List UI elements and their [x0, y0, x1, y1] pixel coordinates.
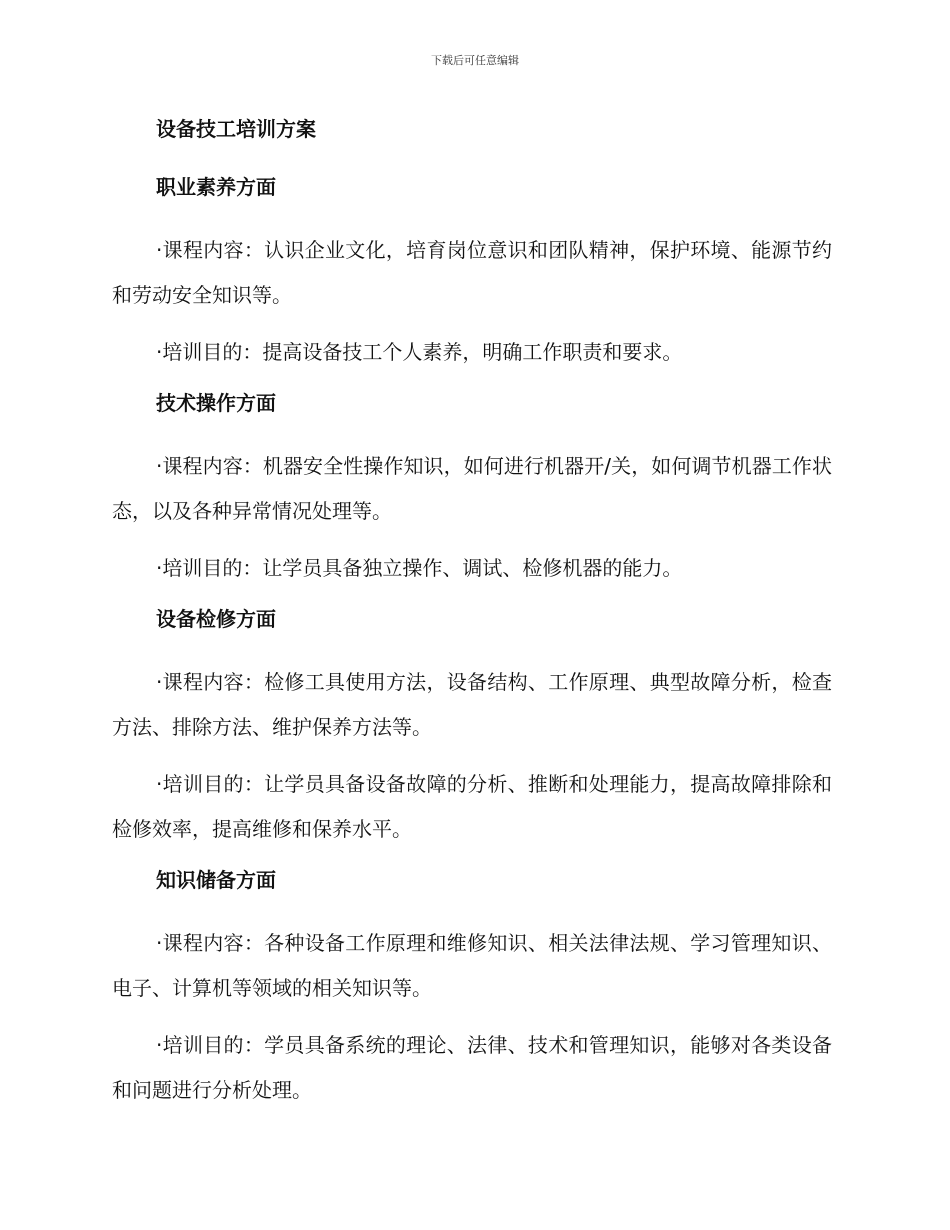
training-goal-paragraph: ·培训目的：让学员具备设备故障的分析、推断和处理能力，提高故障排除和检修效率，提高维修和保养水平。	[112, 772, 832, 841]
document-body	[112, 113, 832, 1125]
training-goal-paragraph: ·培训目的：提高设备技工个人素养，明确工作职责和要求。	[156, 340, 683, 364]
section-equipment-maintenance	[112, 603, 832, 852]
course-content-paragraph: ·课程内容：认识企业文化，培育岗位意识和团队精神，保护环境、能源节约和劳动安全知识等。	[112, 238, 832, 307]
section-heading: 设备检修方面	[156, 607, 276, 631]
course-content-paragraph: ·课程内容：检修工具使用方法，设备结构、工作原理、典型故障分析，检查方法、排除方法、维护保养方法等。	[112, 670, 832, 739]
training-goal-paragraph: ·培训目的：学员具备系统的理论、法律、技术和管理知识，能够对各类设备和问题进行分析处理。	[112, 1033, 832, 1102]
section-heading: 技术操作方面	[156, 391, 276, 415]
document-title: 设备技工培训方案	[156, 117, 316, 141]
course-content-paragraph: ·课程内容：机器安全性操作知识，如何进行机器开/关，如何调节机器工作状态，以及各种异常情况处理等。	[112, 454, 832, 523]
section-technical-operation	[112, 387, 832, 591]
section-heading: 职业素养方面	[156, 175, 276, 199]
section-professional-quality	[112, 171, 832, 375]
section-heading: 知识储备方面	[156, 868, 276, 892]
page-header-note: 下载后可任意编辑	[431, 54, 519, 67]
course-content-paragraph: ·课程内容：各种设备工作原理和维修知识、相关法律法规、学习管理知识、电子、计算机等领域的相关知识等。	[112, 931, 832, 1000]
section-knowledge-reserve	[112, 864, 832, 1113]
training-goal-paragraph: ·培训目的：让学员具备独立操作、调试、检修机器的能力。	[156, 556, 683, 580]
